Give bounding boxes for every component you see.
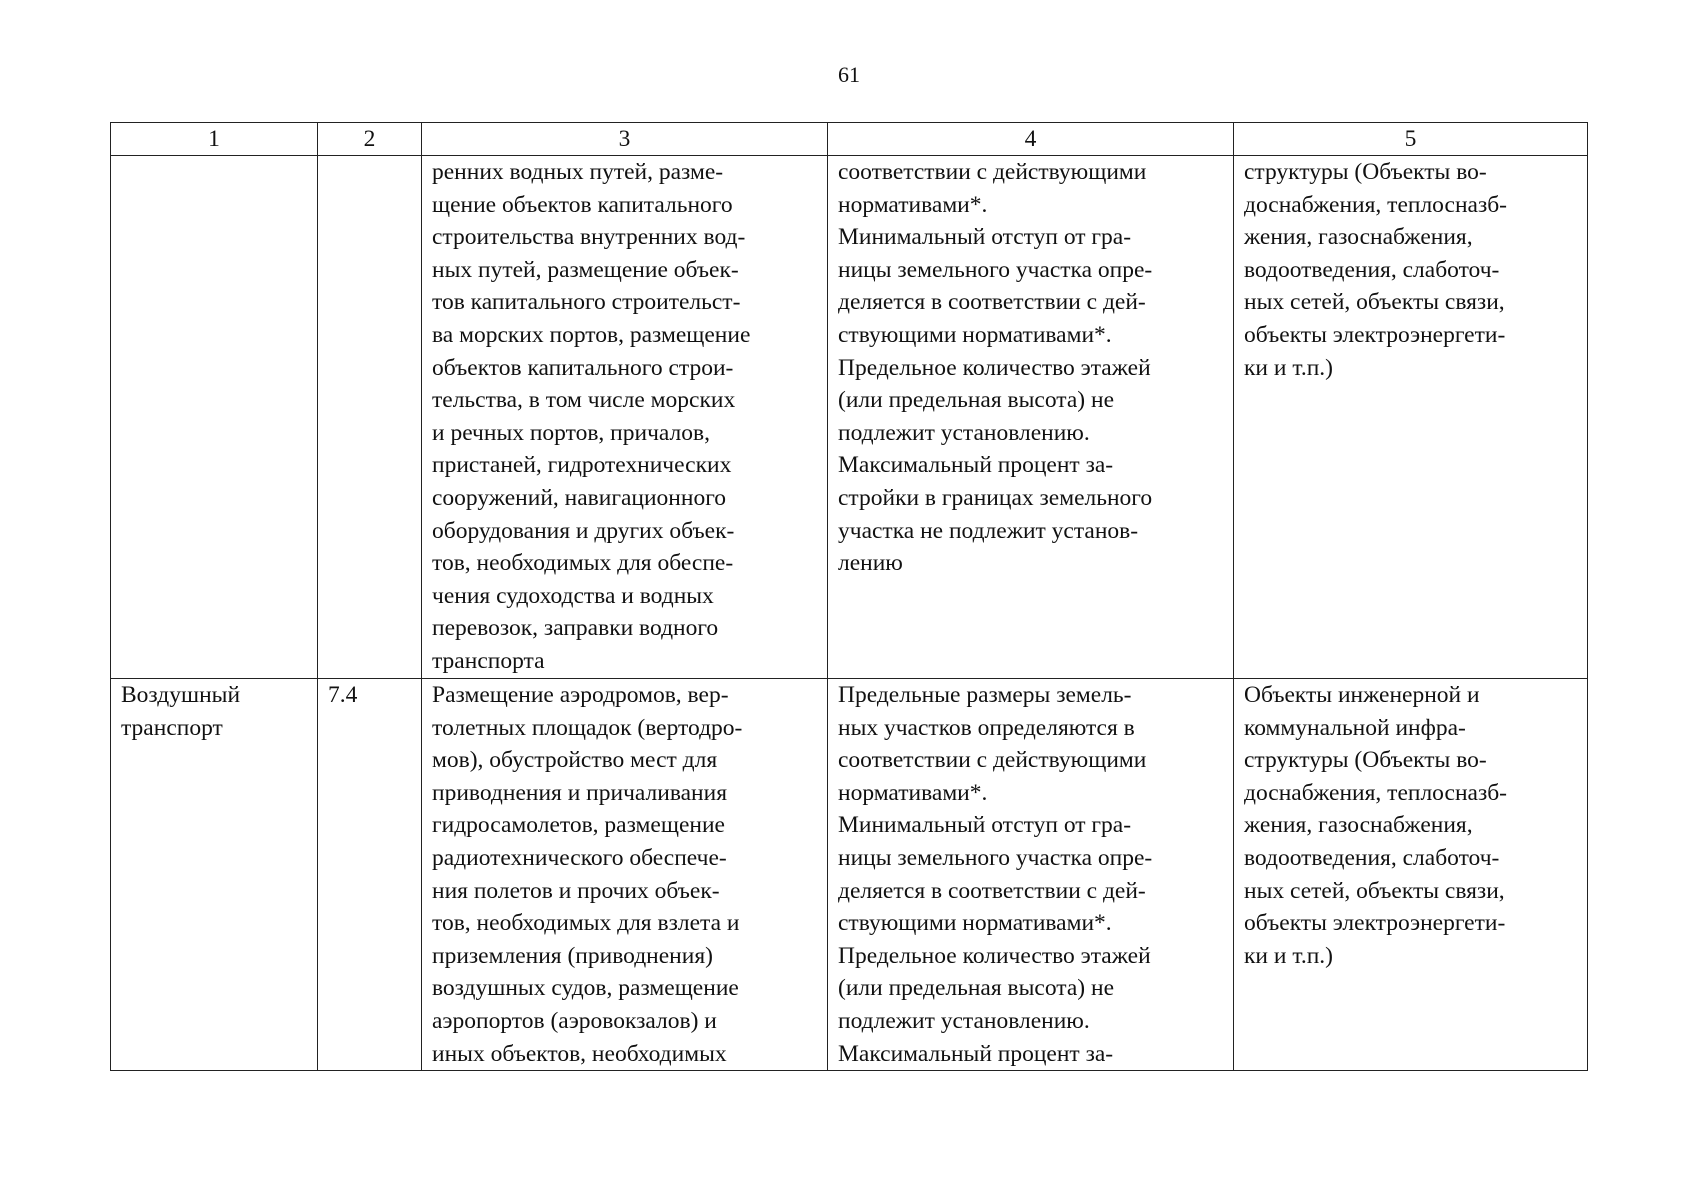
- cell-line: ных участков определяются в: [838, 714, 1135, 741]
- cell-line: ния полетов и прочих объек-: [432, 877, 720, 904]
- cell-line: Предельное количество этажей: [838, 942, 1151, 969]
- cell-line: сооружений, навигационного: [432, 484, 727, 511]
- row-2-col-4: [828, 679, 1234, 1071]
- cell-line: доснабжения, теплосназб-: [1244, 191, 1508, 218]
- cell-line: ки и т.п.): [1244, 354, 1333, 381]
- cell-line: перевозок, заправки водного: [432, 615, 719, 642]
- cell-line: подлежит установлению.: [838, 419, 1090, 446]
- cell-line: стройки в границах земельного: [838, 484, 1153, 511]
- cell-line: ных сетей, объекты связи,: [1244, 877, 1505, 904]
- cell-line: жения, газоснабжения,: [1244, 224, 1473, 251]
- cell-line: жения, газоснабжения,: [1244, 812, 1473, 839]
- cell-line: коммунальной инфра-: [1244, 714, 1466, 741]
- cell-line: Предельные размеры земель-: [838, 682, 1132, 708]
- cell-line: Размещение аэродромов, вер-: [432, 682, 729, 708]
- cell-line: щение объектов капитального: [432, 191, 733, 218]
- cell-line: Минимальный отступ от гра-: [838, 224, 1132, 251]
- cell-line: ницы земельного участка опре-: [838, 256, 1153, 283]
- table-header: [111, 123, 1588, 156]
- cell-line: (или предельная высота) не: [838, 975, 1114, 1002]
- cell-line: мов), обустройство мест для: [432, 747, 718, 774]
- cell-line: Предельное количество этажей: [838, 354, 1151, 381]
- cell-line: ренних водных путей, разме-: [432, 159, 724, 185]
- cell-line: ных путей, размещение объек-: [432, 256, 739, 283]
- page-number: 61: [838, 62, 860, 87]
- cell-line: воздушных судов, размещение: [432, 975, 739, 1002]
- cell-line: соответствии с действующими: [838, 159, 1147, 185]
- row-1-col-3: [422, 156, 828, 679]
- cell-line: ствующими нормативами*.: [838, 321, 1112, 348]
- cell-line: толетных площадок (вертодро-: [432, 714, 743, 741]
- header-col-1: 1: [111, 123, 318, 156]
- cell-line: тельства, в том числе морских: [432, 387, 736, 414]
- row-2-col-3: [422, 679, 828, 1071]
- cell-line: доснабжения, теплосназб-: [1244, 779, 1508, 806]
- header-col-2: 2: [318, 123, 422, 156]
- cell-line: гидросамолетов, размещение: [432, 812, 725, 839]
- cell-line: тов, необходимых для взлета и: [432, 910, 740, 937]
- cell-line: и речных портов, причалов,: [432, 419, 710, 446]
- header-col-4: 4: [828, 123, 1234, 156]
- cell-line: деляется в соответствии с дей-: [838, 289, 1146, 316]
- cell-line: нормативами*.: [838, 191, 988, 218]
- header-col-5: 5: [1234, 123, 1588, 156]
- table-row: [111, 156, 1588, 679]
- cell-line: транспорта: [432, 647, 545, 674]
- zoning-table: [110, 122, 1588, 1071]
- cell-line: ных сетей, объекты связи,: [1244, 289, 1505, 316]
- row-1-col-4: [828, 156, 1234, 679]
- cell-line: радиотехнического обеспече-: [432, 844, 727, 871]
- cell-line: Максимальный процент за-: [838, 1040, 1114, 1067]
- cell-line: объекты электроэнергети-: [1244, 910, 1506, 937]
- cell-line: строительства внутренних вод-: [432, 224, 746, 251]
- cell-line: Минимальный отступ от гра-: [838, 812, 1132, 839]
- cell-line: тов капитального строительст-: [432, 289, 741, 316]
- row-1-col-5: [1234, 156, 1588, 679]
- cell-line: Объекты инженерной и: [1244, 682, 1480, 708]
- cell-line: нормативами*.: [838, 779, 988, 806]
- header-row: [111, 123, 1588, 156]
- cell-line: структуры (Объекты во-: [1244, 159, 1487, 185]
- cell-line: ницы земельного участка опре-: [838, 844, 1153, 871]
- row-1-col-2: [318, 156, 422, 679]
- cell-line: соответствии с действующими: [838, 747, 1147, 774]
- header-col-3: 3: [422, 123, 828, 156]
- cell-line: деляется в соответствии с дей-: [838, 877, 1146, 904]
- cell-line: объекты электроэнергети-: [1244, 321, 1506, 348]
- row-2-col-2: [318, 679, 422, 1071]
- table-row: [111, 679, 1588, 1071]
- cell-line: водоотведения, слаботоч-: [1244, 844, 1500, 871]
- cell-line: Воздушный: [121, 682, 241, 708]
- cell-line: ва морских портов, размещение: [432, 321, 751, 348]
- cell-line: (или предельная высота) не: [838, 387, 1114, 414]
- cell-line: Максимальный процент за-: [838, 452, 1114, 479]
- row-1-col-1: [111, 156, 318, 679]
- cell-line: подлежит установлению.: [838, 1007, 1090, 1034]
- row-2-col-1: [111, 679, 318, 1071]
- cell-line: приземления (приводнения): [432, 942, 713, 969]
- cell-line: объектов капитального строи-: [432, 354, 734, 381]
- cell-line: чения судоходства и водных: [432, 582, 714, 609]
- cell-line: тов, необходимых для обеспе-: [432, 550, 734, 577]
- cell-line: оборудования и других объек-: [432, 517, 735, 544]
- cell-line: приводнения и причаливания: [432, 779, 728, 806]
- cell-line: лению: [838, 550, 903, 577]
- cell-line: ствующими нормативами*.: [838, 910, 1112, 937]
- cell-line: водоотведения, слаботоч-: [1244, 256, 1500, 283]
- cell-line: пристаней, гидротехнических: [432, 452, 732, 479]
- cell-line: ки и т.п.): [1244, 942, 1333, 969]
- cell-line: структуры (Объекты во-: [1244, 747, 1487, 774]
- cell-line: транспорт: [121, 714, 223, 741]
- row-2-col-5: [1234, 679, 1588, 1071]
- cell-line: иных объектов, необходимых: [432, 1040, 727, 1067]
- cell-line: участка не подлежит установ-: [838, 517, 1139, 544]
- cell-line: 7.4: [328, 682, 358, 708]
- cell-line: аэропортов (аэровокзалов) и: [432, 1007, 717, 1034]
